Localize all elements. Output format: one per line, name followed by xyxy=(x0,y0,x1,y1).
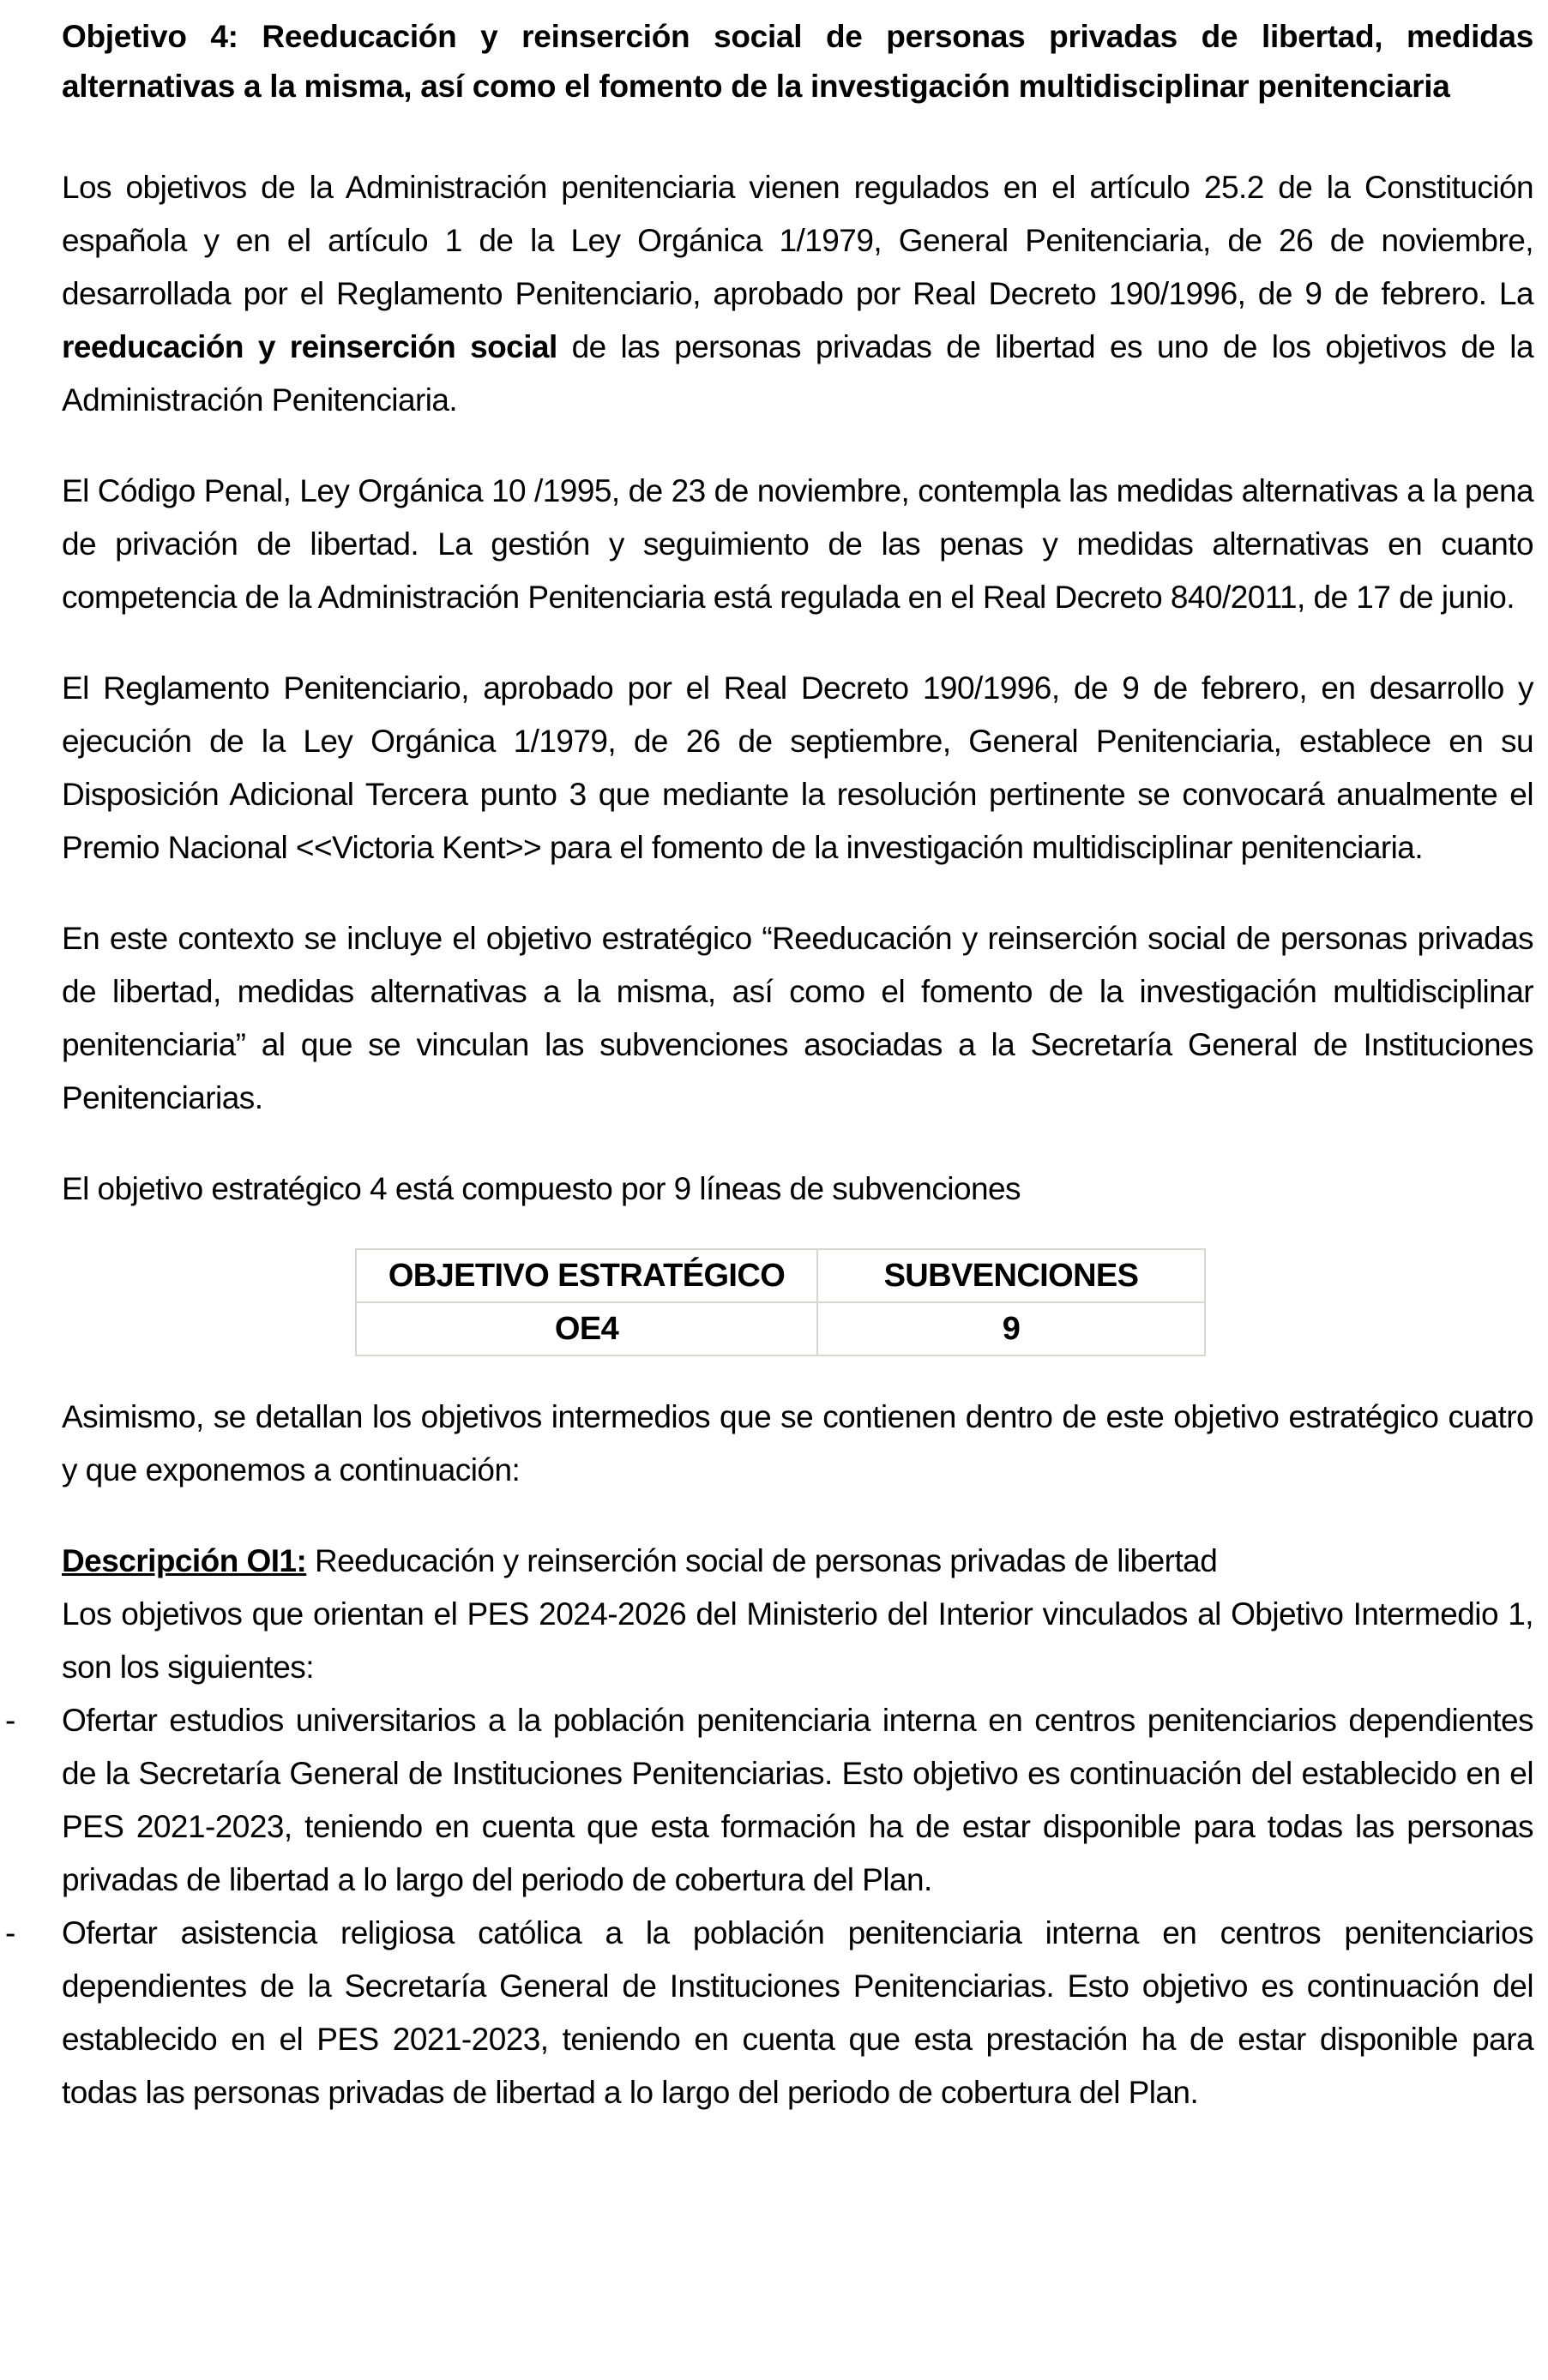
paragraph-text: de las personas privadas de libertad es uno de los objetivos de la Administración Penitenciaria. xyxy=(62,329,1534,418)
bold-phrase-reeducacion: reeducación y reinserción social xyxy=(62,329,557,364)
paragraph-subvenciones-count: El objetivo estratégico 4 está compuesto por 9 líneas de subvenciones xyxy=(62,1171,1021,1206)
list-item-text: Ofertar asistencia religiosa católica a la población penitenciaria interna en centros penitenciarios dependientes de la Secretaría General de Instituciones Penitenciarias. Esto objetivo es continuación del establecido en el PES 2021-2023, teniendo en cuenta que esta prestación ha de estar disponible para todas las personas privadas de libertad a lo largo del periodo de cobertura del Plan. xyxy=(62,1915,1533,2110)
bullet-dash: - xyxy=(5,1703,15,1738)
paragraph-intermediate-objectives: Asimismo, se detallan los objetivos intermedios que se contienen dentro de este objetivo estratégico cuatro y que exponemos a continuación: xyxy=(62,1399,1533,1488)
list-item xyxy=(5,1694,1533,1907)
table-header-subvenciones: SUBVENCIONES xyxy=(817,1249,1205,1302)
oi1-intro: Los objetivos que orientan el PES 2024-2026 del Ministerio del Interior vinculados al Objetivo Intermedio 1, son los siguientes: xyxy=(62,1596,1533,1685)
document-page xyxy=(5,12,1534,2119)
list-item-text: Ofertar estudios universitarios a la población penitenciaria interna en centros penitenciarios dependientes de la Secretaría General de Instituciones Penitenciarias. Esto objetivo es continuación del establecido en el PES 2021-2023, teniendo en cuenta que esta formación ha de estar disponible para todas las personas privadas de libertad a lo largo del periodo de cobertura del Plan. xyxy=(62,1703,1533,1897)
table-header-objetivo: OBJETIVO ESTRATÉGICO xyxy=(356,1249,817,1302)
summary-table xyxy=(355,1248,1206,1356)
paragraph-codigo-penal: El Código Penal, Ley Orgánica 10 /1995, de 23 de noviembre, contempla las medidas alternativas a la pena de privación de libertad. La gestión y seguimiento de las penas y medidas alternativas en cuanto competencia de la Administración Penitenciaria está regulada en el Real Decreto 840/2011, de 17 de junio. xyxy=(62,473,1533,615)
paragraph-objectives-regulation xyxy=(62,161,1533,427)
table-row xyxy=(356,1302,1205,1355)
bullet-dash: - xyxy=(5,1915,15,1950)
list-item xyxy=(5,1907,1533,2119)
oi1-description xyxy=(62,1535,1533,1588)
table-cell-subvenciones: 9 xyxy=(817,1302,1205,1355)
table-cell-objetivo: OE4 xyxy=(356,1302,817,1355)
paragraph-reglamento: El Reglamento Penitenciario, aprobado por el Real Decreto 190/1996, de 9 de febrero, en desarrollo y ejecución de la Ley Orgánica 1/1979, de 26 de septiembre, General Penitenciaria, establece en su Disposición Adicional Tercera punto 3 que mediante la resolución pertinente se convocará anualmente el Premio Nacional <<Victoria Kent>> para el fomento de la investigación multidisciplinar penitenciaria. xyxy=(62,670,1533,865)
oi1-text: Reeducación y reinserción social de personas privadas de libertad xyxy=(306,1543,1218,1578)
paragraph-text: Los objetivos de la Administración penitenciaria vienen regulados en el artículo 25.2 de la Constitución española y en el artículo 1 de la Ley Orgánica 1/1979, General Penitenciaria, de 26 de noviembre, desarrollada por el Reglamento Penitenciario, aprobado por Real Decreto 190/1996, de 9 de febrero. La xyxy=(62,170,1533,311)
oi1-title: Descripción OI1: xyxy=(62,1543,307,1578)
oi1-bullet-list xyxy=(5,1694,1533,2119)
paragraph-context: En este contexto se incluye el objetivo estratégico “Reeducación y reinserción social de personas privadas de libertad, medidas alternativas a la misma, así como el fomento de la investigación multidisciplinar penitenciaria” al que se vinculan las subvenciones asociadas a la Secretaría General de Instituciones Penitenciarias. xyxy=(62,921,1533,1115)
summary-table-wrapper xyxy=(62,1248,1533,1356)
table-header-row xyxy=(356,1249,1205,1302)
objective-heading: Objetivo 4: Reeducación y reinserción social de personas privadas de libertad, medidas alternativas a la misma, así como el fomento de la investigación multidisciplinar penitenciaria xyxy=(62,19,1533,104)
